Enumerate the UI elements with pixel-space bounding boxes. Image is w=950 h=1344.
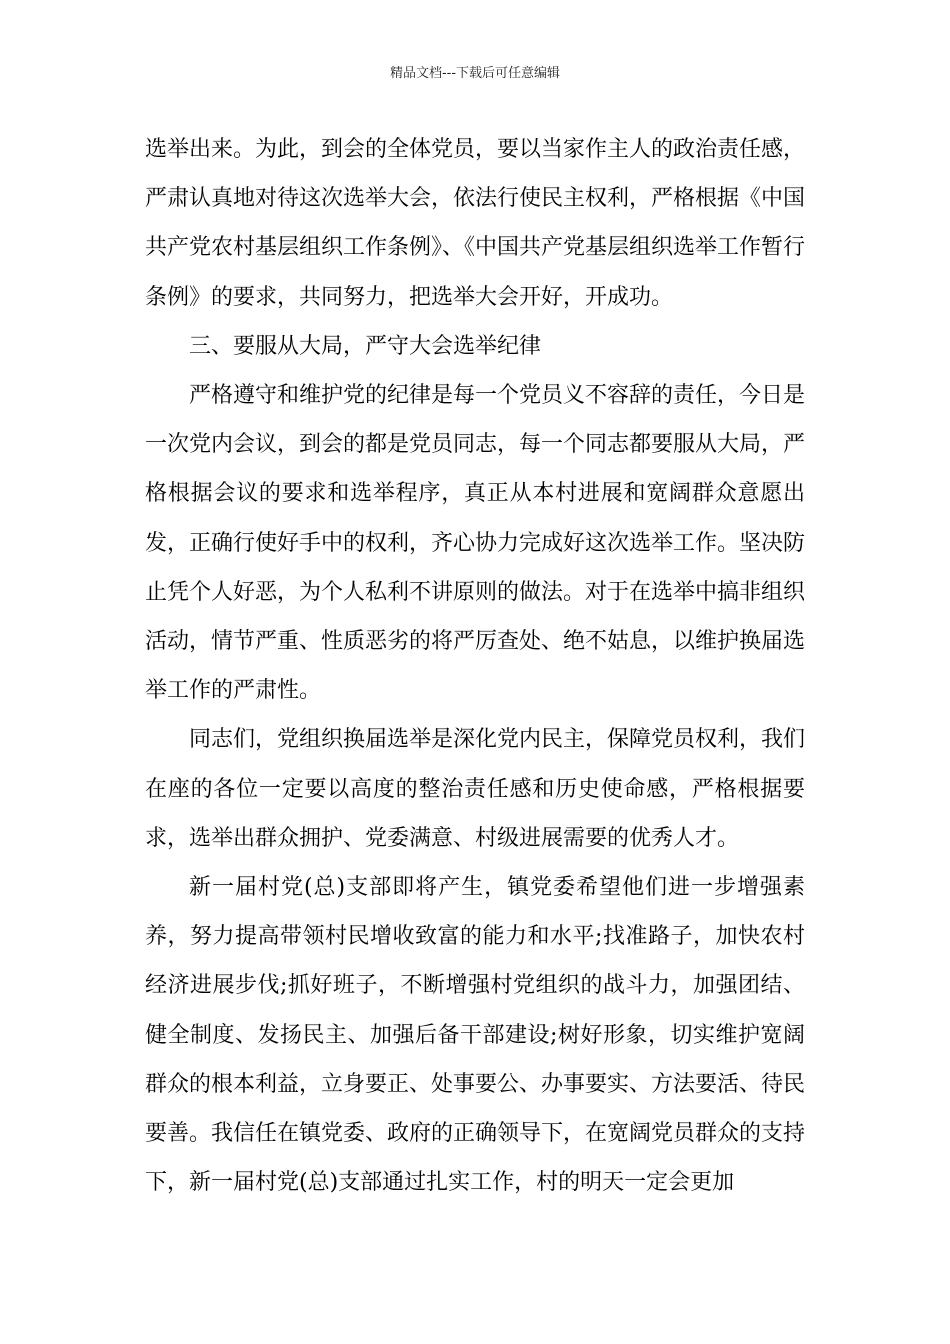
document-body bbox=[145, 125, 805, 1207]
page-header: 精品文档---下载后可任意编辑 bbox=[389, 66, 561, 81]
paragraph-discipline: 严格遵守和维护党的纪律是每一个党员义不容辞的责任，今日是一次党内会议，到会的都是党员同志，每一个同志都要服从大局，严格根据会议的要求和选举程序，真正从本村进展和宽阔群众意愿出发，正确行使好手中的权利，齐心协力完成好这次选举工作。坚决防止凭个人好恶，为个人私利不讲原则的做法。对于在选举中搞非组织活动，情节严重、性质恶劣的将严厉查处、绝不姑息，以维护换届选举工作的严肃性。 bbox=[145, 383, 806, 704]
paragraph-continuation: 选举出来。为此，到会的全体党员，要以当家作主人的政治责任感，严肃认真地对待这次选举大会，依法行使民主权利，严格根据《中国共产党农村基层组织工作条例》、《中国共产党基层组织选举工作暂行条例》的要求，共同努力，把选举大会开好，开成功。 bbox=[145, 137, 806, 310]
paragraph-new-branch: 新一届村党(总)支部即将产生，镇党委希望他们进一步增强素养，努力提高带领村民增收致富的能力和水平;找准路子，加快农村经济进展步伐;抓好班子，不断增强村党组织的战斗力，加强团结、健全制度、发扬民主、加强后备干部建设;树好形象，切实维护宽阔群众的根本利益，立身要正、处事要公、办事要实、方法要活、待民要善。我信任在镇党委、政府的正确领导下，在宽阔党员群众的支持下，新一届村党(总)支部通过扎实工作，村的明天一定会更加 bbox=[145, 875, 806, 1196]
paragraph-comrades: 同志们，党组织换届选举是深化党内民主，保障党员权利，我们在座的各位一定要以高度的整治责任感和历史使命感，严格根据要求，选举出群众拥护、党委满意、村级进展需要的优秀人才。 bbox=[145, 727, 806, 851]
section-heading: 三、要服从大局，严守大会选举纪律 bbox=[189, 333, 542, 359]
